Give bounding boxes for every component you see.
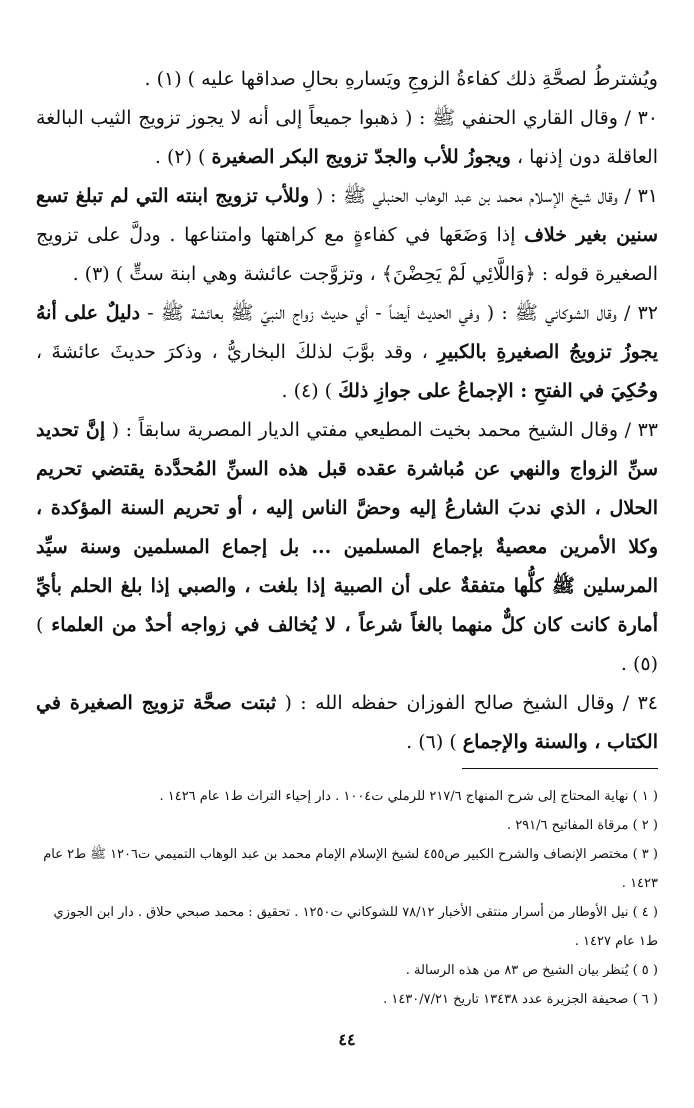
footnotes (36, 782, 658, 1014)
paragraph (36, 99, 658, 177)
paragraph (36, 60, 658, 99)
bold-quote: وللأب تزويج ابنته التي لم تبلغ تسع سنين بغير خلاف (36, 185, 658, 246)
text-segment: ، وقد بوَّبَ لذلكَ البخاريُّ ، وذكرَ حديثَ عائشةَ ، (36, 341, 438, 363)
paragraph (36, 411, 658, 684)
text-segment: ) (٥) . (36, 614, 658, 675)
text-segment: ٣٠ / وقال القاري الحنفي ﷺ : ( ذهبوا جميعاً إلى أنه لا يجوز تزويج الثيب البالغة العاقلة دون إذنها ، (36, 107, 658, 168)
bold-quote: ويجوزُ للأب والجدّ تزويج البكر الصغيرة (211, 146, 511, 168)
paragraph (36, 684, 658, 762)
footnote: ( ٦ ) صحيفة الجزيرة عدد ١٣٤٣٨ تاريخ ١٤٣٠/٧/٢١ . (383, 992, 658, 1007)
text-segment: إذا وَضَعَها في كفاءةٍ مع كراهتها وامتناعها . ودلَّ على تزويج الصغيرة قوله : ﴿وَاللَّائِي لَمْ يَحِضْنَ﴾ ، وتزوَّجت عائشة وهي ابنة ستٍّ ) (٣) . (36, 224, 658, 285)
text-segment: ويُشترطُ لصحَّةِ ذلك كفاءةُ الزوجِ ويَسارهِ بحالِ صداقها عليه ) (١) . (144, 68, 658, 90)
footnote: ( ٣ ) مختصر الإنصاف والشرح الكبير ص٤٥٥ لشيخ الإسلام الإمام محمد بن عبد الوهاب التميمي ت١٢٠٦ ﷺ ط٢ عام ١٤٢٣ . (43, 847, 658, 891)
paragraph (36, 294, 658, 411)
bold-quote: إنَّ تحديد سنِّ الزواج والنهي عن مُباشرة عقده قبل هذه السنِّ المُحدَّدة يقتضي تحريم الحلال ، الذي ندبَ الشارعُ إليه وحضَّ الناس إليه ، أو تحريم السنة المؤكدة ، وكلا الأمرين معصيةٌ بإجماع المسلمين ... بل إجماع المسلمين وسنة سيِّد المرسلين ﷺ كلُّها متفقةٌ على أن الصبية إذا بلغت ، والصبي إذا بلغ الحلم بأيِّ أمارة كانت كان كلٌّ منهما بالغاً شرعاً ، لا يُخالف في زواجه أحدٌ من العلماء (36, 419, 658, 636)
text-segment: ٣٢ / وقال الشوكاني ﷺ : ( وفي الحديث أيضاً - أي حديث زواج النبيّ ﷺ بعائشة ﷺ - (140, 302, 658, 324)
text-segment: ٣٣ / وقال الشيخ محمد بخيت المطيعي مفتي الديار المصرية سابقاً : ( (105, 419, 658, 441)
footnote: ( ٢ ) مرقاة المفاتيح ٢٩١/٦ . (506, 818, 658, 833)
main-text (36, 60, 658, 762)
text-segment: ) (٦) . (406, 731, 463, 753)
footnote-separator (462, 768, 658, 769)
footnote: ( ١ ) نهاية المحتاج إلى شرح المنهاج ٢١٧/٦ للرملي ت١٠٠٤ . دار إحياء التراث ط١ عام ١٤٢٦ . (159, 789, 658, 804)
text-segment: ) (٤) . (281, 380, 339, 402)
text-segment: ) (٢) . (154, 146, 212, 168)
paragraph (36, 177, 658, 294)
bold-quote: دليلٌ على أنهُ يجوزُ تزويجُ الصغيرةِ بالكبيرِ (36, 302, 659, 363)
text-segment: ٣١ / وقال شيخ الإسلام محمد بن عبد الوهاب الحنبلي ﷺ : ( (309, 185, 658, 207)
bold-quote: وحُكِيَ في الفتحِ : الإجماعُ على جوازِ ذلكَ (338, 380, 658, 402)
bold-quote: ثبتت صحَّة تزويج الصغيرة في الكتاب ، والسنة والإجماع (36, 692, 658, 753)
page-number: ٤٤ (338, 1030, 356, 1049)
footnote: ( ٥ ) يُنظر بيان الشيخ ص ٨٣ من هذه الرسالة . (405, 963, 658, 978)
footnote: ( ٤ ) نيل الأوطار من أسرار منتقى الأخبار ٧٨/١٢ للشوكاني ت١٢٥٠ . تحقيق : محمد صبحي حلاق . دار ابن الجوزي ط١ عام ١٤٢٧ . (53, 905, 658, 949)
text-segment: ٣٤ / وقال الشيخ صالح الفوزان حفظه الله : ( (276, 692, 658, 714)
